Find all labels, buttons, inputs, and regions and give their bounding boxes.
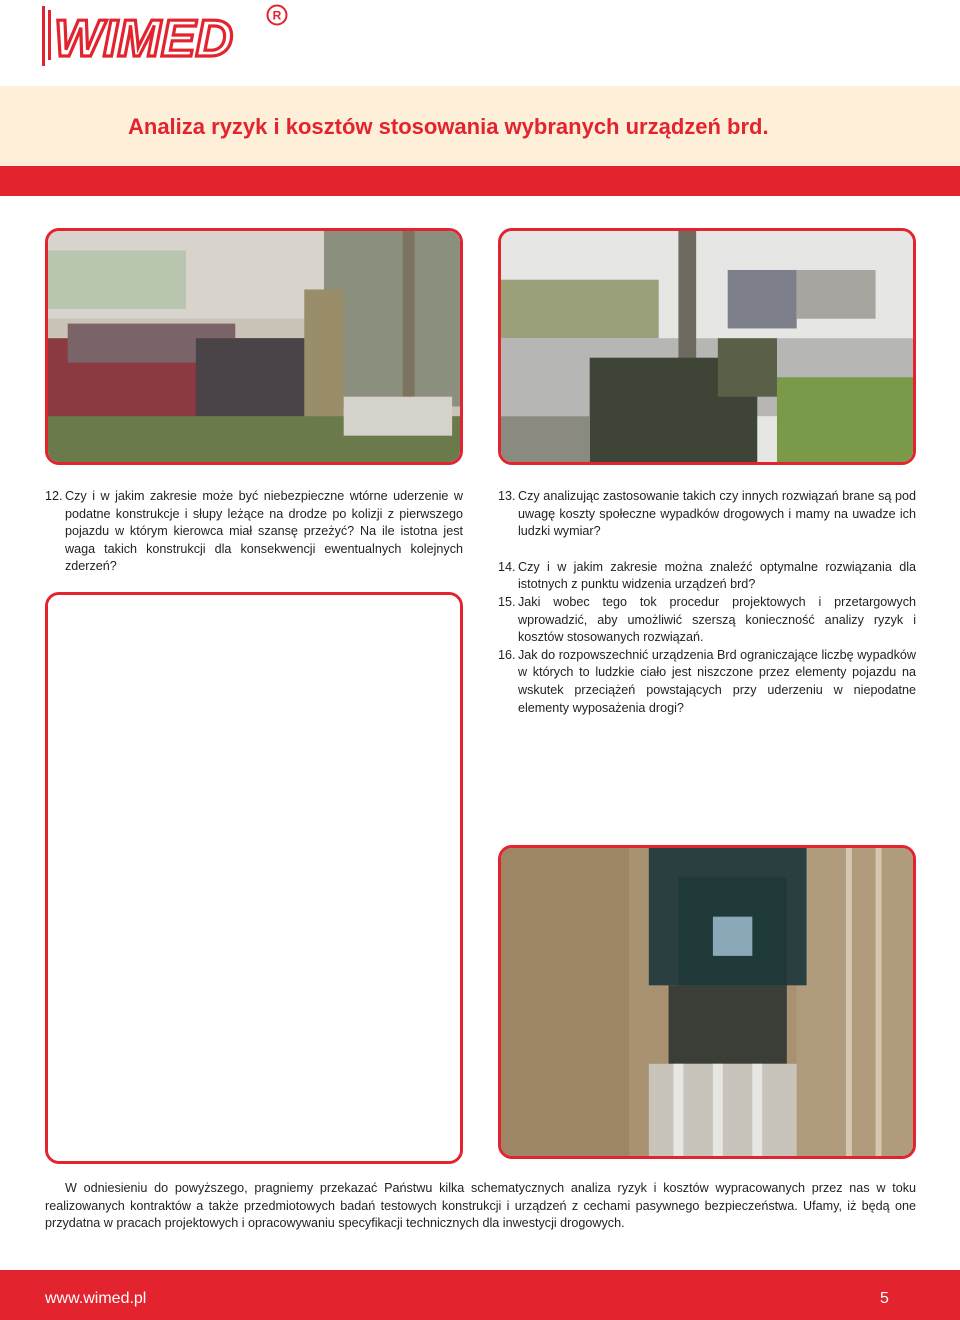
empty-photo-frame <box>48 595 460 1161</box>
photo-blank <box>45 592 463 1164</box>
logo-text: WIMED <box>54 10 234 68</box>
question-text: Czy analizując zastosowanie takich czy innych rozwiązań brane są pod uwagę koszty społeczne wypadków drogowych i mamy na uwadze ich ludzki wymiar? <box>518 489 916 539</box>
header-red-band <box>0 166 960 196</box>
list-item <box>498 594 916 647</box>
rail-crossing-photo <box>501 848 913 1156</box>
registered-icon <box>266 4 288 26</box>
question-text: Czy i w jakim zakresie można znaleźć optymalne rozwiązania dla istotnych z punktu widzenia urządzeń brd? <box>518 559 916 592</box>
car-collision-photo <box>48 231 460 462</box>
page-number: 5 <box>880 1290 889 1307</box>
svg-text:R: R <box>272 8 282 23</box>
photo-car-crash <box>45 228 463 465</box>
list-item <box>498 488 916 541</box>
questions-right <box>498 488 916 717</box>
question-number: 15. <box>498 594 516 609</box>
photo-rail-crossing <box>498 845 916 1159</box>
closing-paragraph: W odniesieniu do powyższego, pragniemy przekazać Państwu kilka schematycznych analiza ryzyk i kosztów wypracowanych przez nas w toku realizowanych kontraktów a także przedmiotowych badań testowych konstrukcji i urządzeń z cechami pasywnego bezpieczeństwa. Ufamy, iż będą one przydatna w pracach projektowych i opracowywaniu specyfikacji technicznych dla inwestycji drogowych. <box>45 1181 916 1231</box>
wimed-logo <box>40 4 290 68</box>
question-number: 16. <box>498 647 516 662</box>
question-number: 12. <box>45 489 63 503</box>
list-item <box>498 559 916 594</box>
question-number: 13. <box>498 489 516 503</box>
questions-left <box>45 488 463 576</box>
list-item <box>45 488 463 576</box>
question-text: Jak do rozpowszechnić urządzenia Brd ograniczające liczbę wypadków w których to ludzkie ciało jest niszczone przez elementy pojazdu na wskutek przeciążeń powstających przy uderzeniu w niepodatne elementy wyposażenia drogi? <box>518 647 916 715</box>
footer-website-link[interactable]: www.wimed.pl <box>45 1290 147 1307</box>
page-title: Analiza ryzyk i kosztów stosowania wybranych urządzeń brd. <box>128 114 769 139</box>
roadside-post-photo <box>501 231 913 462</box>
question-text: Jaki wobec tego tok procedur projektowych i przetargowych wprowadzić, aby umożliwić szerszą konieczność analizy ryzyk i kosztów stosowanych rozwiązań. <box>518 594 916 645</box>
question-number: 14. <box>498 559 516 574</box>
question-text: Czy i w jakim zakresie może być niebezpieczne wtórne uderzenie w podatne konstrukcje i słupy leżące na drodze po kolizji z pierwszego pojazdu w którym kierowca miał szansę przeżyć? Na ile istotna jest waga takich konstrukcji dla konsekwencji ewentualnych kolejnych zderzeń? <box>65 489 463 574</box>
photo-road-post <box>498 228 916 465</box>
list-item <box>498 647 916 717</box>
